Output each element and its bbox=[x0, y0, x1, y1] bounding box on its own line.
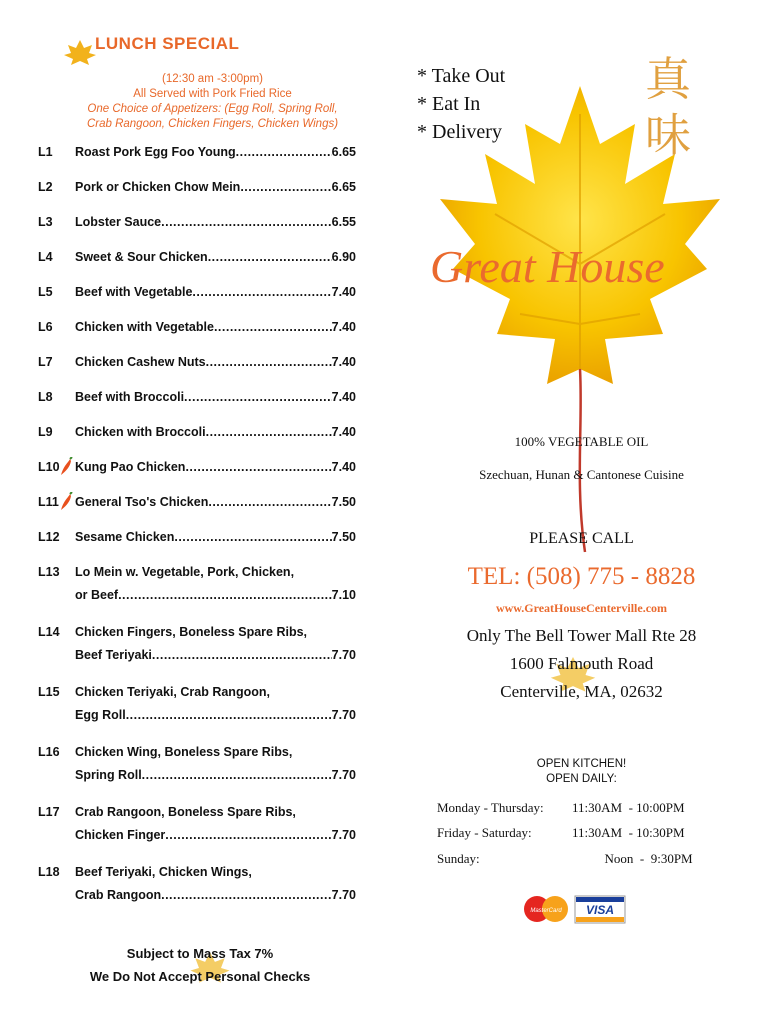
hours-time: 11:30AM - 10:00PM bbox=[572, 800, 685, 815]
item-price: 7.40 bbox=[331, 320, 356, 334]
checks-note: We Do Not Accept Personal Checks bbox=[89, 969, 311, 984]
item-code: L7 bbox=[38, 355, 53, 369]
item-name: Beef Teriyaki, Chicken Wings, bbox=[75, 865, 252, 879]
lunch-hours: (12:30 am -3:00pm) bbox=[162, 73, 263, 85]
item-code: L15 bbox=[38, 685, 60, 699]
item-name: Spring Roll bbox=[75, 768, 142, 782]
item-name: Lobster Sauce bbox=[75, 215, 162, 229]
address-line-2: 1600 Falmouth Road bbox=[509, 654, 654, 673]
phone-number[interactable]: TEL: (508) 775 - 8828 bbox=[467, 563, 696, 590]
leader-dots bbox=[165, 828, 331, 842]
item-name: Sesame Chicken bbox=[75, 530, 175, 544]
services-list bbox=[417, 62, 505, 146]
hours-day: Monday - Thursday: bbox=[437, 800, 544, 815]
mastercard-icon bbox=[524, 896, 568, 922]
item-price: 7.40 bbox=[331, 390, 356, 404]
item-price: 7.40 bbox=[331, 285, 356, 299]
item-name: Chicken with Broccoli bbox=[75, 425, 206, 439]
leader-dots bbox=[152, 648, 332, 662]
item-code: L3 bbox=[38, 215, 53, 229]
item-code: L16 bbox=[38, 745, 60, 759]
item-code: L9 bbox=[38, 425, 53, 439]
lunch-appetizers-2: Crab Rangoon, Chicken Fingers, Chicken Wings) bbox=[86, 118, 339, 130]
svg-text:VISA: VISA bbox=[585, 903, 615, 917]
address-block bbox=[395, 622, 768, 706]
item-code: L14 bbox=[38, 625, 60, 639]
leader-dots bbox=[208, 250, 332, 264]
hours-day: Sunday: bbox=[437, 851, 480, 866]
item-price: 7.50 bbox=[331, 495, 356, 509]
service-eat-in: * Eat In bbox=[417, 93, 481, 115]
item-price: 6.65 bbox=[331, 180, 356, 194]
item-code: L2 bbox=[38, 180, 53, 194]
item-name: Chicken Finger bbox=[75, 828, 166, 842]
item-price: 7.70 bbox=[331, 708, 356, 722]
leader-dots bbox=[161, 888, 332, 902]
leaf-icon bbox=[62, 38, 98, 68]
hours-time: Noon - 9:30PM bbox=[572, 851, 693, 866]
website-link[interactable]: www.GreatHouseCenterville.com bbox=[495, 601, 668, 615]
address-line-3: Centerville, MA, 02632 bbox=[500, 682, 663, 701]
leader-dots bbox=[236, 145, 332, 159]
item-code: L1 bbox=[38, 145, 53, 159]
chinese-characters: 真 味 bbox=[645, 54, 691, 161]
please-call: PLEASE CALL bbox=[529, 530, 634, 547]
item-name: Crab Rangoon, Boneless Spare Ribs, bbox=[75, 805, 296, 819]
leader-dots bbox=[118, 588, 332, 602]
address-line-1: Only The Bell Tower Mall Rte 28 bbox=[466, 626, 697, 645]
cuisine-note: Szechuan, Hunan & Cantonese Cuisine bbox=[479, 467, 684, 482]
leader-dots bbox=[214, 320, 332, 334]
leader-dots bbox=[206, 425, 332, 439]
open-daily: OPEN DAILY: bbox=[546, 773, 617, 785]
item-code: L8 bbox=[38, 390, 53, 404]
item-price: 7.50 bbox=[331, 530, 356, 544]
leader-dots bbox=[240, 180, 331, 194]
item-code: L10 bbox=[38, 460, 60, 474]
item-code: L13 bbox=[38, 565, 60, 579]
item-price: 7.40 bbox=[331, 355, 356, 369]
item-name: Beef with Vegetable bbox=[75, 285, 193, 299]
svg-text:MasterCard: MasterCard bbox=[530, 908, 562, 914]
leader-dots bbox=[142, 768, 332, 782]
leader-dots bbox=[126, 708, 332, 722]
item-name: Chicken Fingers, Boneless Spare Ribs, bbox=[75, 625, 308, 639]
item-code: L17 bbox=[38, 805, 60, 819]
oil-note: 100% VEGETABLE OIL bbox=[514, 434, 649, 449]
item-name: Lo Mein w. Vegetable, Pork, Chicken, bbox=[75, 565, 295, 579]
hours-time: 11:30AM - 10:30PM bbox=[572, 825, 685, 840]
item-price: 7.70 bbox=[331, 768, 356, 782]
item-name: Chicken Cashew Nuts bbox=[75, 355, 206, 369]
lunch-appetizers-1: One Choice of Appetizers: (Egg Roll, Spring Roll, bbox=[87, 103, 338, 115]
item-price: 6.55 bbox=[331, 215, 356, 229]
item-price: 7.70 bbox=[331, 888, 356, 902]
item-name: Sweet & Sour Chicken bbox=[75, 250, 208, 264]
leader-dots bbox=[185, 460, 331, 474]
item-price: 7.10 bbox=[331, 588, 356, 602]
hours-day: Friday - Saturday: bbox=[437, 825, 532, 840]
item-name: or Beef bbox=[75, 588, 119, 602]
leader-dots bbox=[161, 215, 332, 229]
chili-pepper-icon bbox=[58, 457, 74, 477]
leader-dots bbox=[206, 355, 332, 369]
item-name: Chicken Wing, Boneless Spare Ribs, bbox=[75, 745, 293, 759]
lunch-special-title: LUNCH SPECIAL bbox=[95, 34, 240, 53]
leader-dots bbox=[184, 390, 332, 404]
item-code: L4 bbox=[38, 250, 53, 264]
open-kitchen: OPEN KITCHEN! bbox=[536, 758, 627, 770]
item-name: Crab Rangoon bbox=[75, 888, 162, 902]
item-name: Chicken with Vegetable bbox=[75, 320, 214, 334]
item-price: 7.40 bbox=[331, 425, 356, 439]
item-name: Beef with Broccoli bbox=[75, 390, 185, 404]
chili-pepper-icon bbox=[58, 492, 74, 512]
item-code: L6 bbox=[38, 320, 53, 334]
item-name: Beef Teriyaki bbox=[75, 648, 152, 662]
item-name: General Tso's Chicken bbox=[75, 495, 209, 509]
leader-dots bbox=[192, 285, 331, 299]
item-price: 6.65 bbox=[331, 145, 356, 159]
item-code: L18 bbox=[38, 865, 60, 879]
item-price: 7.40 bbox=[331, 460, 356, 474]
service-delivery: * Delivery bbox=[417, 121, 502, 143]
item-name: Egg Roll bbox=[75, 708, 126, 722]
tax-note: Subject to Mass Tax 7% bbox=[126, 946, 274, 961]
leader-dots bbox=[208, 495, 331, 509]
item-name: Roast Pork Egg Foo Young bbox=[75, 145, 236, 159]
item-name: Pork or Chicken Chow Mein bbox=[75, 180, 241, 194]
item-price: 6.90 bbox=[331, 250, 356, 264]
payment-cards bbox=[523, 893, 627, 925]
item-price: 7.70 bbox=[331, 648, 356, 662]
lunch-served: All Served with Pork Fried Rice bbox=[133, 88, 292, 100]
item-name: Chicken Teriyaki, Crab Rangoon, bbox=[75, 685, 270, 699]
item-code: L5 bbox=[38, 285, 53, 299]
item-price: 7.70 bbox=[331, 828, 356, 842]
service-take-out: * Take Out bbox=[417, 65, 506, 87]
restaurant-name: Great House bbox=[430, 241, 665, 292]
visa-icon bbox=[575, 896, 625, 923]
item-name: Kung Pao Chicken bbox=[75, 460, 186, 474]
leader-dots bbox=[174, 530, 331, 544]
item-code: L11 bbox=[38, 495, 59, 509]
restaurant-info-panel bbox=[395, 0, 768, 1024]
item-code: L12 bbox=[38, 530, 60, 544]
